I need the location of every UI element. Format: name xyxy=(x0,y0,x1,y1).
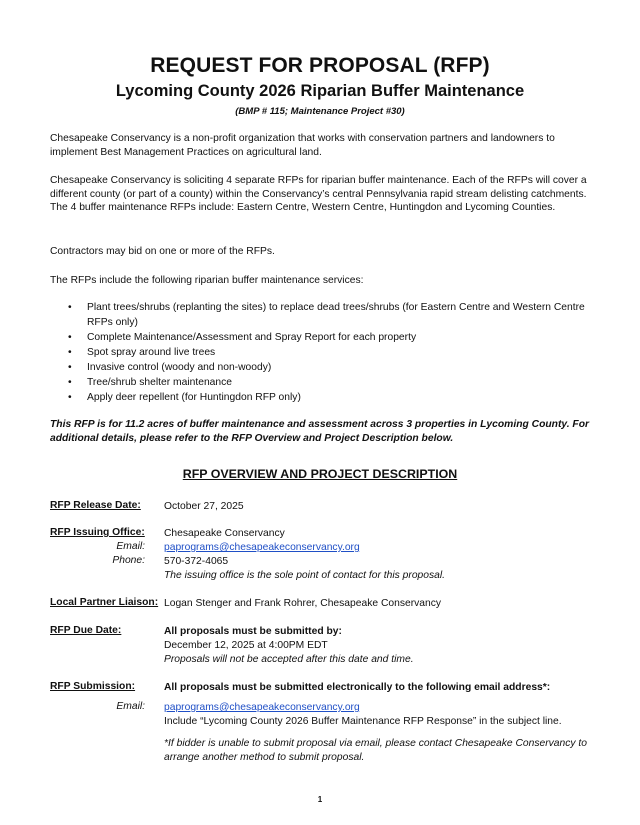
intro-paragraph-4: The RFPs include the following riparian buffer maintenance services: xyxy=(50,275,364,286)
issuing-phone-label: Phone: xyxy=(112,555,145,566)
submission-subject-line: Include “Lycoming County 2026 Buffer Maintenance RFP Response” in the subject line. xyxy=(164,716,562,727)
submission-footnote: *If bidder is unable to submit proposal via email, please contact Chesapeake Conservancy to arrange another method to submit proposal. xyxy=(164,738,587,763)
issuing-email-link[interactable]: paprograms@chesapeakeconservancy.org xyxy=(164,542,360,553)
submission-label: RFP Submission: xyxy=(50,681,136,692)
issuing-office-org: Chesapeake Conservancy xyxy=(164,528,285,539)
list-item: • Apply deer repellent (for Huntingdon RFP only) xyxy=(68,390,588,405)
submission-line1: All proposals must be submitted electronically to the following email address*: xyxy=(164,682,551,693)
list-item: • Spot spray around live trees xyxy=(68,345,588,360)
release-date-value: October 27, 2025 xyxy=(164,501,244,512)
issuing-note: The issuing office is the sole point of contact for this proposal. xyxy=(164,570,446,581)
list-item: • Plant trees/shrubs (replanting the sites) to replace dead trees/shrubs (for Eastern Centre and Western Centre RFPs only) xyxy=(68,300,588,330)
intro-paragraph-3: Contractors may bid on one or more of the RFPs. xyxy=(50,246,275,257)
page-title: REQUEST FOR PROPOSAL (RFP) xyxy=(150,54,490,77)
due-date-line1: All proposals must be submitted by: xyxy=(164,626,342,637)
services-list xyxy=(68,300,588,405)
list-item: • Invasive control (woody and non-woody) xyxy=(68,360,588,375)
issuing-phone: 570-372-4065 xyxy=(164,556,229,567)
liaison-label: Local Partner Liaison: xyxy=(50,597,159,608)
release-date-label: RFP Release Date: xyxy=(50,500,141,511)
page-number: 1 xyxy=(317,795,323,804)
list-item: • Tree/shrub shelter maintenance xyxy=(68,375,588,390)
issuing-office-label: RFP Issuing Office: xyxy=(50,527,145,538)
list-item: • Complete Maintenance/Assessment and Spray Report for each property xyxy=(68,330,588,345)
due-date-label: RFP Due Date: xyxy=(50,625,122,636)
submission-email-link[interactable]: paprograms@chesapeakeconservancy.org xyxy=(164,702,360,713)
submission-email-label: Email: xyxy=(116,701,145,712)
section-heading: RFP OVERVIEW AND PROJECT DESCRIPTION xyxy=(182,467,458,481)
project-reference: (BMP # 115; Maintenance Project #30) xyxy=(235,106,405,117)
issuing-email-label: Email: xyxy=(116,541,145,552)
submission-email-link-row xyxy=(164,701,604,715)
intro-paragraph-1: Chesapeake Conservancy is a non-profit organization that works with conservation partners and landowners to implement Best Management Practices on agricultural land. xyxy=(50,133,555,158)
liaison-value: Logan Stenger and Frank Rohrer, Chesapeake Conservancy xyxy=(164,598,442,609)
due-date-line2: December 12, 2025 at 4:00PM EDT xyxy=(164,640,328,651)
page-subtitle: Lycoming County 2026 Riparian Buffer Maintenance xyxy=(115,82,525,100)
issuing-email-link-row xyxy=(164,541,604,555)
summary-statement: This RFP is for 11.2 acres of buffer maintenance and assessment across 3 properties in Lycoming County. For additional details, please refer to the RFP Overview and Project Description below. xyxy=(50,419,590,444)
intro-paragraph-2: Chesapeake Conservancy is soliciting 4 separate RFPs for riparian buffer maintenance. Each of the RFPs will cover a different county (or part of a county) within the Conservancy’s central Pennsylvania rapid stream delisting catchments. The 4 buffer maintenance RFPs include: Eastern Centre, Western Centre, Huntingdon and Lycoming Counties. xyxy=(50,175,587,214)
due-date-note: Proposals will not be accepted after this date and time. xyxy=(164,654,414,665)
